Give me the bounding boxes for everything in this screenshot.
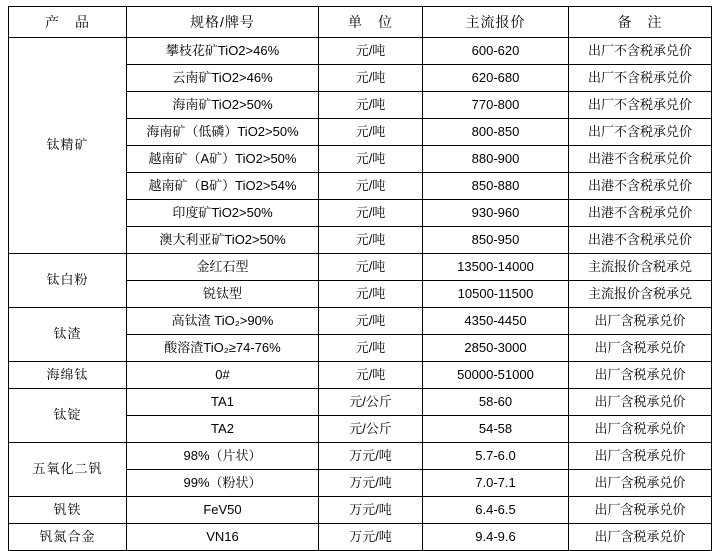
spec-cell: 海南矿（低磷）TiO2>50% [127,119,319,146]
unit-cell: 元/吨 [319,227,423,254]
price-cell: 4350-4450 [423,308,569,335]
table-row [9,524,712,551]
unit-cell: 元/吨 [319,362,423,389]
spec-cell: FeV50 [127,497,319,524]
unit-cell: 万元/吨 [319,443,423,470]
remark-cell: 主流报价含税承兑 [569,254,712,281]
remark-cell: 出港不含税承兑价 [569,227,712,254]
unit-cell: 元/吨 [319,200,423,227]
spec-cell: 98%（片状） [127,443,319,470]
spec-cell: 金红石型 [127,254,319,281]
product-group-cell: 钒铁 [9,497,127,524]
price-cell: 50000-51000 [423,362,569,389]
unit-cell: 元/吨 [319,92,423,119]
product-group-cell: 钛锭 [9,389,127,443]
price-cell: 770-800 [423,92,569,119]
spec-cell: VN16 [127,524,319,551]
spec-cell: 澳大利亚矿TiO2>50% [127,227,319,254]
product-group-cell: 海绵钛 [9,362,127,389]
price-cell: 850-950 [423,227,569,254]
price-cell: 850-880 [423,173,569,200]
price-cell: 7.0-7.1 [423,470,569,497]
unit-cell: 元/吨 [319,173,423,200]
unit-cell: 元/吨 [319,65,423,92]
price-cell: 10500-11500 [423,281,569,308]
remark-cell: 出港不含税承兑价 [569,173,712,200]
price-cell: 58-60 [423,389,569,416]
price-cell: 13500-14000 [423,254,569,281]
remark-cell: 出厂含税承兑价 [569,470,712,497]
remark-cell: 出厂含税承兑价 [569,308,712,335]
unit-cell: 元/吨 [319,38,423,65]
column-header-spec: 规格/牌号 [127,7,319,38]
table-row [9,389,712,416]
remark-cell: 出港不含税承兑价 [569,200,712,227]
unit-cell: 万元/吨 [319,497,423,524]
price-cell: 800-850 [423,119,569,146]
unit-cell: 元/吨 [319,146,423,173]
spec-cell: 99%（粉状） [127,470,319,497]
spec-cell: 锐钛型 [127,281,319,308]
unit-cell: 万元/吨 [319,470,423,497]
price-cell: 930-960 [423,200,569,227]
table-row [9,254,712,281]
spec-cell: 云南矿TiO2>46% [127,65,319,92]
unit-cell: 元/公斤 [319,416,423,443]
unit-cell: 元/吨 [319,254,423,281]
column-header-price: 主流报价 [423,7,569,38]
remark-cell: 出厂不含税承兑价 [569,38,712,65]
remark-cell: 出厂不含税承兑价 [569,119,712,146]
remark-cell: 出港不含税承兑价 [569,146,712,173]
table-row [9,443,712,470]
remark-cell: 出厂含税承兑价 [569,524,712,551]
spec-cell: TA1 [127,389,319,416]
price-cell: 6.4-6.5 [423,497,569,524]
spec-cell: 海南矿TiO2>50% [127,92,319,119]
table-row [9,497,712,524]
price-cell: 2850-3000 [423,335,569,362]
column-header-unit: 单 位 [319,7,423,38]
remark-cell: 出厂不含税承兑价 [569,65,712,92]
remark-cell: 出厂含税承兑价 [569,497,712,524]
remark-cell: 出厂含税承兑价 [569,362,712,389]
unit-cell: 元/吨 [319,281,423,308]
column-header-product: 产 品 [9,7,127,38]
product-group-cell: 钛精矿 [9,38,127,254]
spec-cell: 高钛渣 TiO₂>90% [127,308,319,335]
remark-cell: 出厂含税承兑价 [569,443,712,470]
remark-cell: 出厂含税承兑价 [569,335,712,362]
unit-cell: 元/公斤 [319,389,423,416]
price-cell: 880-900 [423,146,569,173]
product-group-cell: 五氧化二钒 [9,443,127,497]
remark-cell: 出厂含税承兑价 [569,389,712,416]
product-group-cell: 钛渣 [9,308,127,362]
unit-cell: 元/吨 [319,308,423,335]
product-group-cell: 钛白粉 [9,254,127,308]
spec-cell: 0# [127,362,319,389]
spec-cell: 印度矿TiO2>50% [127,200,319,227]
product-group-cell: 钒氮合金 [9,524,127,551]
price-cell: 620-680 [423,65,569,92]
price-cell: 5.7-6.0 [423,443,569,470]
remark-cell: 主流报价含税承兑 [569,281,712,308]
table-body [9,38,712,551]
column-header-remark: 备 注 [569,7,712,38]
unit-cell: 元/吨 [319,335,423,362]
table-header-row [9,7,712,38]
table-row [9,38,712,65]
spec-cell: 攀枝花矿TiO2>46% [127,38,319,65]
table-row [9,362,712,389]
unit-cell: 元/吨 [319,119,423,146]
table-row [9,308,712,335]
table-header [9,7,712,38]
price-cell: 54-58 [423,416,569,443]
price-table [8,6,712,551]
spec-cell: TA2 [127,416,319,443]
spec-cell: 越南矿（A矿）TiO2>50% [127,146,319,173]
price-cell: 600-620 [423,38,569,65]
spec-cell: 越南矿（B矿）TiO2>54% [127,173,319,200]
remark-cell: 出厂含税承兑价 [569,416,712,443]
remark-cell: 出厂不含税承兑价 [569,92,712,119]
spec-cell: 酸溶渣TiO₂≥74-76% [127,335,319,362]
price-cell: 9.4-9.6 [423,524,569,551]
unit-cell: 万元/吨 [319,524,423,551]
